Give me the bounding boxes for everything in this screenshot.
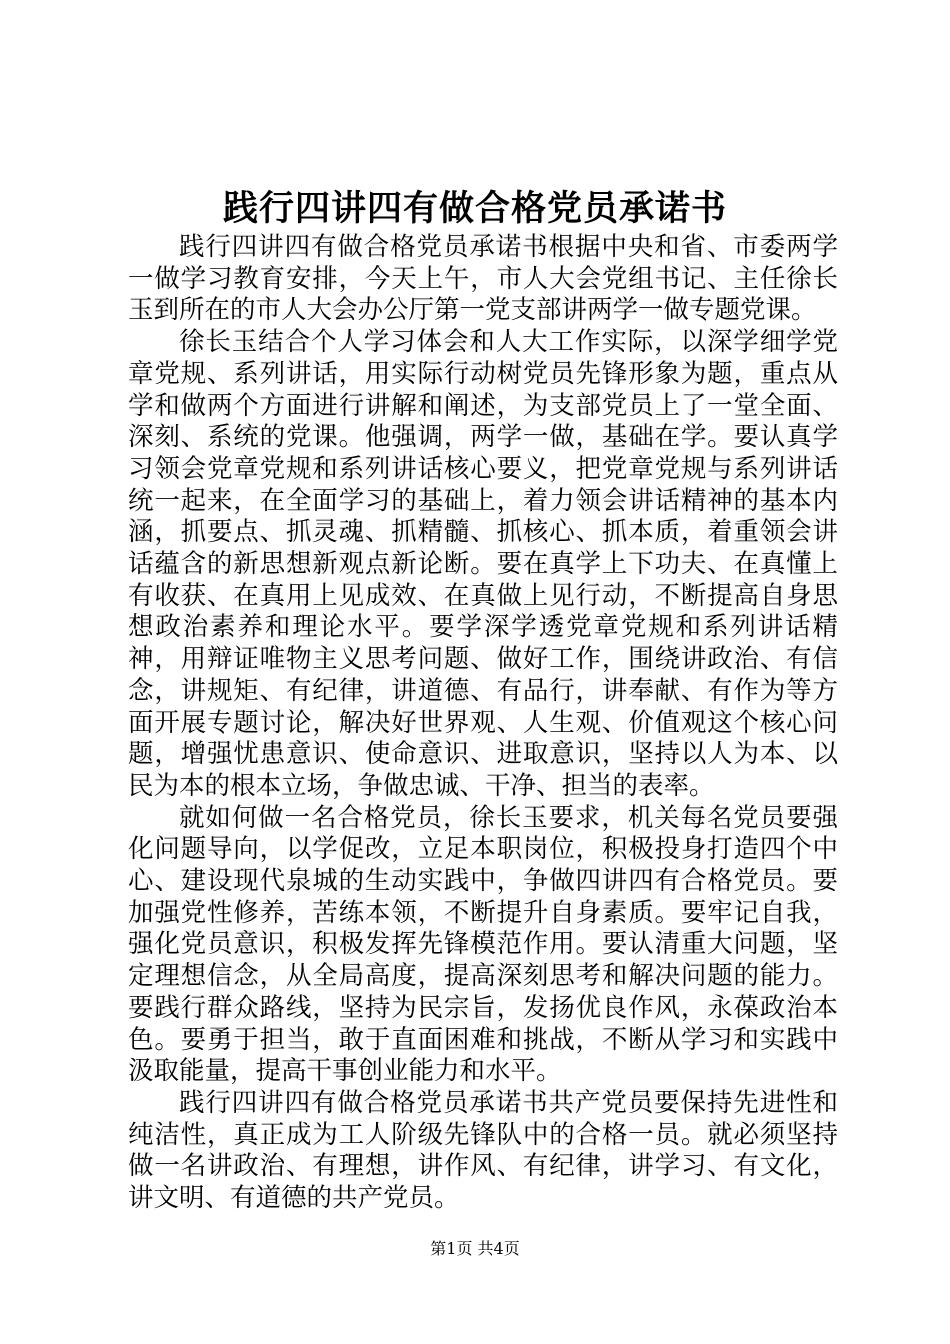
paragraph-conclusion: 践行四讲四有做合格党员承诺书共产党员要保持先进性和纯洁性，真正成为工人阶级先锋队中的合格一员。就必须坚持做一名讲政治、有理想，讲作风、有纪律，讲学习、有文化，讲文明、有道德的共产党员。 — [128, 1087, 838, 1214]
paragraph-lecture: 徐长玉结合个人学习体会和人大工作实际，以深学细学党章党规、系列讲话，用实际行动树党员先锋形象为题，重点从学和做两个方面进行讲解和阐述，为支部党员上了一堂全面、深刻、系统的党课。他强调，两学一做，基础在学。要认真学习领会党章党规和系列讲话核心要义，把党章党规与系列讲话统一起来，在全面学习的基础上，着力领会讲话精神的基本内涵，抓要点、抓灵魂、抓精髓、抓核心、抓本质，着重领会讲话蕴含的新思想新观点新论断。要在真学上下功夫、在真懂上有收获、在真用上见成效、在真做上见行动，不断提高自身思想政治素养和理论水平。要学深学透党章党规和系列讲话精神，用辩证唯物主义思考问题、做好工作，围绕讲政治、有信念，讲规矩、有纪律，讲道德、有品行，讲奉献、有作为等方面开展专题讨论，解决好世界观、人生观、价值观这个核心问题，增强忧患意识、使命意识、进取意识，坚持以人为本、以民为本的根本立场，争做忠诚、干净、担当的表率。 — [128, 327, 838, 801]
document-title: 践行四讲四有做合格党员承诺书 — [222, 188, 727, 229]
paragraph-requirements: 就如何做一名合格党员，徐长玉要求，机关每名党员要强化问题导向，以学促改，立足本职岗位，积极投身打造四个中心、建设现代泉城的生动实践中，争做四讲四有合格党员。要加强党性修养，苦练本领，不断提升自身素质。要牢记自我，强化党员意识，积极发挥先锋模范作用。要认清重大问题，坚定理想信念，从全局高度，提高深刻思考和解决问题的能力。要践行群众路线，坚持为民宗旨，发扬优良作风，永葆政治本色。要勇于担当，敢于直面困难和挑战，不断从学习和实践中汲取能量，提高干事创业能力和水平。 — [128, 802, 838, 1087]
page-number-footer: 第1页 共4页 — [430, 1239, 520, 1258]
document-body — [128, 232, 838, 1215]
paragraph-intro: 践行四讲四有做合格党员承诺书根据中央和省、市委两学一做学习教育安排，今天上午，市人大会党组书记、主任徐长玉到所在的市人大会办公厅第一党支部讲两学一做专题党课。 — [128, 232, 838, 326]
